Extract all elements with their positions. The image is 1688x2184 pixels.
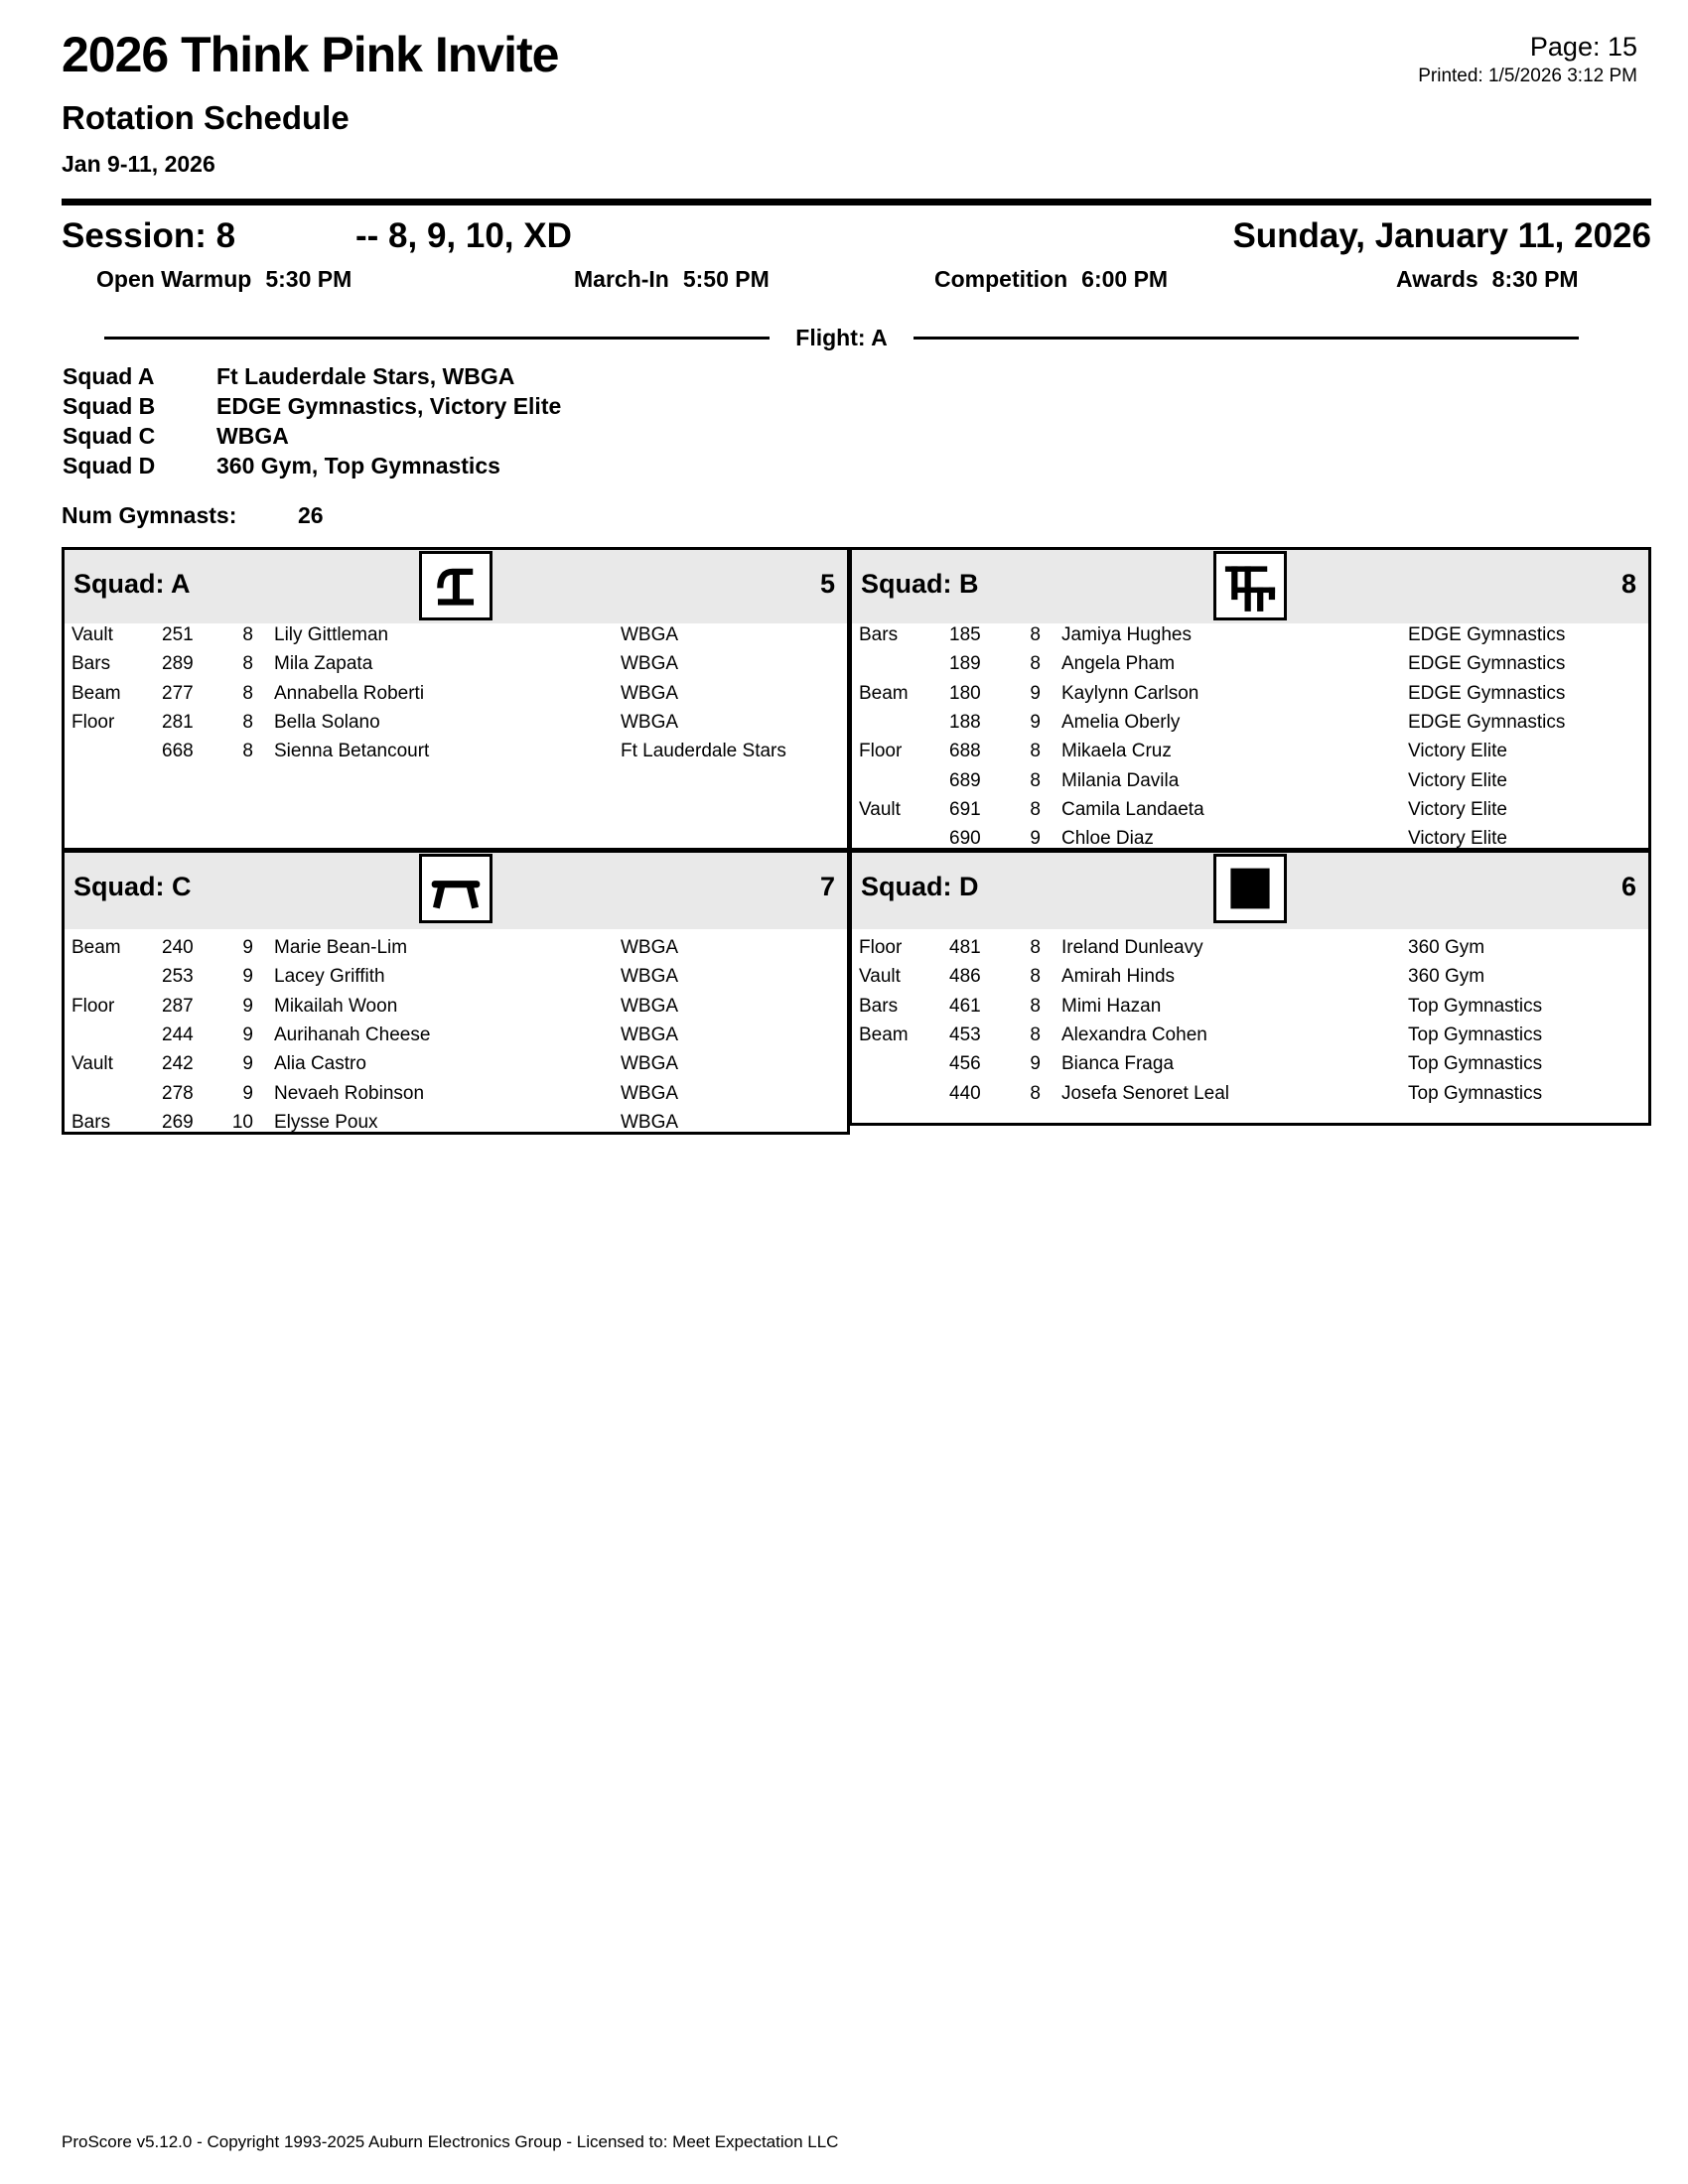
bars-icon	[1221, 558, 1279, 614]
row-gymnast-name: Annabella Roberti	[274, 682, 425, 704]
row-gymnast-name: Jamiya Hughes	[1061, 624, 1192, 645]
row-level: 9	[1030, 828, 1041, 850]
row-club: EDGE Gymnastics	[1408, 624, 1566, 645]
row-number: 269	[162, 1111, 194, 1133]
row-club: WBGA	[621, 711, 679, 733]
time-label: Competition	[934, 266, 1068, 292]
row-event: Vault	[859, 966, 901, 988]
table-row	[68, 679, 844, 708]
row-level: 8	[1030, 995, 1041, 1017]
row-club: EDGE Gymnastics	[1408, 653, 1566, 675]
row-gymnast-name: Marie Bean-Lim	[274, 937, 408, 958]
row-level: 9	[242, 1024, 253, 1045]
row-level: 9	[242, 1082, 253, 1104]
squad-table-c	[62, 850, 850, 1135]
table-row	[68, 737, 844, 765]
squad-title: Squad: D	[861, 872, 979, 901]
row-event: Vault	[71, 1053, 113, 1075]
table-row	[855, 795, 1645, 824]
event-icon-box	[1213, 551, 1287, 620]
row-gymnast-name: Amelia Oberly	[1061, 711, 1181, 733]
row-level: 9	[242, 937, 253, 958]
row-number: 281	[162, 711, 194, 733]
row-number: 453	[949, 1024, 981, 1045]
row-gymnast-name: Angela Pham	[1061, 653, 1176, 675]
row-gymnast-name: Alia Castro	[274, 1053, 366, 1075]
table-row	[68, 1108, 844, 1137]
row-level: 8	[1030, 798, 1041, 820]
table-row	[855, 962, 1645, 991]
squad-count: 5	[819, 569, 835, 599]
row-number: 440	[949, 1082, 981, 1104]
row-club: 360 Gym	[1408, 966, 1485, 988]
time-value: 8:30 PM	[1491, 266, 1579, 292]
row-number: 461	[949, 995, 981, 1017]
row-level: 8	[1030, 1082, 1041, 1104]
num-gymnasts-label: Num Gymnasts:	[62, 502, 237, 528]
row-number: 277	[162, 682, 194, 704]
row-number: 251	[162, 624, 194, 645]
time-label: Awards	[1396, 266, 1478, 292]
floor-icon	[1221, 861, 1279, 916]
num-gymnasts-value: 26	[298, 502, 324, 528]
row-level: 8	[1030, 966, 1041, 988]
row-number: 689	[949, 769, 981, 791]
open-warmup-time	[96, 266, 352, 293]
row-event: Floor	[71, 995, 115, 1017]
row-number: 278	[162, 1082, 194, 1104]
time-label: Open Warmup	[96, 266, 252, 292]
squad-assignment-label: Squad C	[63, 423, 156, 449]
row-gymnast-name: Chloe Diaz	[1061, 828, 1154, 850]
row-club: WBGA	[621, 624, 679, 645]
row-level: 8	[242, 741, 253, 762]
squad-count: 8	[1620, 569, 1636, 599]
row-number: 690	[949, 828, 981, 850]
row-number: 188	[949, 711, 981, 733]
row-event: Vault	[71, 624, 113, 645]
table-row	[855, 933, 1645, 962]
row-club: Victory Elite	[1408, 798, 1507, 820]
session-times	[0, 266, 1688, 296]
row-club: Top Gymnastics	[1408, 1053, 1543, 1075]
row-level: 8	[1030, 1024, 1041, 1045]
row-level: 9	[1030, 1053, 1041, 1075]
table-row	[855, 1021, 1645, 1049]
row-event: Beam	[71, 937, 121, 958]
row-club: WBGA	[621, 966, 679, 988]
row-club: Top Gymnastics	[1408, 995, 1543, 1017]
squad-table-b	[849, 547, 1651, 851]
squad-assignment-row	[0, 363, 894, 393]
row-level: 8	[1030, 769, 1041, 791]
table-row	[855, 708, 1645, 737]
time-value: 6:00 PM	[1081, 266, 1169, 292]
squad-assignment-clubs: EDGE Gymnastics, Victory Elite	[216, 393, 562, 419]
meet-date-range: Jan 9-11, 2026	[62, 151, 215, 177]
row-event: Floor	[71, 711, 115, 733]
row-level: 9	[242, 995, 253, 1017]
awards-time	[1396, 266, 1579, 293]
row-event: Bars	[71, 1111, 111, 1133]
row-number: 244	[162, 1024, 194, 1045]
row-number: 668	[162, 741, 194, 762]
table-row	[68, 933, 844, 962]
row-gymnast-name: Mila Zapata	[274, 653, 373, 675]
row-event: Floor	[859, 741, 903, 762]
squad-a-roster	[68, 620, 844, 766]
table-row	[855, 992, 1645, 1021]
row-number: 189	[949, 653, 981, 675]
squad-a-header	[65, 550, 847, 623]
squad-assignment-label: Squad A	[63, 363, 155, 389]
row-gymnast-name: Ireland Dunleavy	[1061, 937, 1203, 958]
row-club: Ft Lauderdale Stars	[621, 741, 786, 762]
row-level: 9	[1030, 711, 1041, 733]
row-number: 240	[162, 937, 194, 958]
row-level: 8	[242, 653, 253, 675]
row-number: 456	[949, 1053, 981, 1075]
row-event: Vault	[859, 798, 901, 820]
page-title: 2026 Think Pink Invite	[62, 27, 559, 82]
row-level: 10	[231, 1111, 253, 1133]
squad-assignment-row	[0, 393, 894, 423]
row-level: 8	[242, 682, 253, 704]
row-level: 8	[1030, 624, 1041, 645]
table-row	[68, 1021, 844, 1049]
row-number: 688	[949, 741, 981, 762]
row-gymnast-name: Elysse Poux	[274, 1111, 378, 1133]
beam-icon	[427, 861, 485, 916]
row-number: 242	[162, 1053, 194, 1075]
header-divider	[62, 199, 1651, 205]
row-number: 180	[949, 682, 981, 704]
row-number: 289	[162, 653, 194, 675]
row-number: 486	[949, 966, 981, 988]
row-gymnast-name: Bianca Fraga	[1061, 1053, 1175, 1075]
row-gymnast-name: Mikailah Woon	[274, 995, 398, 1017]
row-level: 8	[1030, 741, 1041, 762]
table-row	[855, 1049, 1645, 1078]
row-club: WBGA	[621, 682, 679, 704]
flight-line-left	[104, 337, 770, 340]
table-row	[855, 1079, 1645, 1108]
row-number: 185	[949, 624, 981, 645]
table-row	[68, 1079, 844, 1108]
squad-b-roster	[855, 620, 1645, 854]
row-gymnast-name: Aurihanah Cheese	[274, 1024, 431, 1045]
squad-table-d	[849, 850, 1651, 1126]
row-gymnast-name: Mimi Hazan	[1061, 995, 1162, 1017]
row-event: Bars	[859, 624, 899, 645]
march-in-time	[574, 266, 770, 293]
row-gymnast-name: Camila Landaeta	[1061, 798, 1204, 820]
row-event: Bars	[71, 653, 111, 675]
row-club: EDGE Gymnastics	[1408, 682, 1566, 704]
row-gymnast-name: Sienna Betancourt	[274, 741, 430, 762]
row-gymnast-name: Lacey Griffith	[274, 966, 385, 988]
table-row	[855, 737, 1645, 765]
row-club: 360 Gym	[1408, 937, 1485, 958]
table-row	[68, 1049, 844, 1078]
row-club: WBGA	[621, 1082, 679, 1104]
row-club: WBGA	[621, 937, 679, 958]
row-number: 691	[949, 798, 981, 820]
row-event: Bars	[859, 995, 899, 1017]
row-gymnast-name: Bella Solano	[274, 711, 380, 733]
squad-title: Squad: A	[73, 569, 191, 599]
squad-assignment-label: Squad B	[63, 393, 156, 419]
row-club: Victory Elite	[1408, 741, 1507, 762]
squad-d-header	[852, 853, 1648, 929]
squad-count: 6	[1620, 872, 1636, 901]
squad-title: Squad: B	[861, 569, 979, 599]
squad-assignment-label: Squad D	[63, 453, 156, 478]
event-icon-box	[1213, 854, 1287, 923]
squad-title: Squad: C	[73, 872, 192, 901]
row-number: 481	[949, 937, 981, 958]
event-icon-box	[419, 854, 492, 923]
squad-b-header	[852, 550, 1648, 623]
squad-assignment-row	[0, 423, 894, 453]
vault-icon	[427, 558, 485, 614]
row-level: 8	[242, 624, 253, 645]
row-event: Floor	[859, 937, 903, 958]
table-row	[855, 649, 1645, 678]
table-row	[855, 620, 1645, 649]
row-club: Victory Elite	[1408, 828, 1507, 850]
row-club: Top Gymnastics	[1408, 1024, 1543, 1045]
footer-text: ProScore v5.12.0 - Copyright 1993-2025 Auburn Electronics Group - Licensed to: Meet Expectation LLC	[62, 2132, 839, 2151]
squad-c-roster	[68, 933, 844, 1137]
flight-label: Flight: A	[795, 324, 888, 350]
row-gymnast-name: Josefa Senoret Leal	[1061, 1082, 1230, 1104]
competition-time	[934, 266, 1168, 293]
time-value: 5:30 PM	[265, 266, 352, 292]
squad-table-a	[62, 547, 850, 851]
row-level: 8	[242, 711, 253, 733]
squad-assignment-clubs: WBGA	[216, 423, 289, 449]
table-row	[855, 679, 1645, 708]
page-number: Page: 15	[1529, 32, 1637, 62]
row-club: Victory Elite	[1408, 769, 1507, 791]
time-value: 5:50 PM	[682, 266, 770, 292]
row-club: Top Gymnastics	[1408, 1082, 1543, 1104]
row-club: EDGE Gymnastics	[1408, 711, 1566, 733]
session-date: Sunday, January 11, 2026	[1232, 216, 1651, 255]
row-level: 8	[1030, 937, 1041, 958]
squad-d-roster	[855, 933, 1645, 1108]
session-title: Session: 8	[62, 216, 236, 255]
row-level: 9	[1030, 682, 1041, 704]
flight-divider	[104, 324, 1579, 351]
flight-line-right	[914, 337, 1579, 340]
row-level: 9	[242, 1053, 253, 1075]
table-row	[855, 766, 1645, 795]
row-event: Beam	[859, 1024, 909, 1045]
row-event: Beam	[71, 682, 121, 704]
session-levels: -- 8, 9, 10, XD	[355, 216, 572, 255]
squad-assignments	[0, 363, 894, 482]
row-level: 8	[1030, 653, 1041, 675]
squad-c-header	[65, 853, 847, 929]
row-club: WBGA	[621, 995, 679, 1017]
row-level: 9	[242, 966, 253, 988]
row-event: Beam	[859, 682, 909, 704]
row-club: WBGA	[621, 1111, 679, 1133]
row-club: WBGA	[621, 1024, 679, 1045]
squad-assignment-clubs: 360 Gym, Top Gymnastics	[216, 453, 500, 478]
row-gymnast-name: Amirah Hinds	[1061, 966, 1176, 988]
row-number: 253	[162, 966, 194, 988]
squad-count: 7	[819, 872, 835, 901]
row-gymnast-name: Nevaeh Robinson	[274, 1082, 425, 1104]
squad-assignment-row	[0, 453, 894, 482]
squad-assignment-clubs: Ft Lauderdale Stars, WBGA	[216, 363, 515, 389]
row-gymnast-name: Mikaela Cruz	[1061, 741, 1172, 762]
printed-timestamp: Printed: 1/5/2026 3:12 PM	[1418, 66, 1637, 86]
row-gymnast-name: Kaylynn Carlson	[1061, 682, 1199, 704]
table-row	[68, 992, 844, 1021]
event-icon-box	[419, 551, 492, 620]
row-gymnast-name: Milania Davila	[1061, 769, 1180, 791]
row-gymnast-name: Lily Gittleman	[274, 624, 389, 645]
row-club: WBGA	[621, 653, 679, 675]
time-label: March-In	[574, 266, 669, 292]
table-row	[68, 962, 844, 991]
page-subtitle: Rotation Schedule	[62, 99, 350, 136]
table-row	[68, 620, 844, 649]
table-row	[68, 708, 844, 737]
row-number: 287	[162, 995, 194, 1017]
row-club: WBGA	[621, 1053, 679, 1075]
table-row	[68, 649, 844, 678]
row-gymnast-name: Alexandra Cohen	[1061, 1024, 1207, 1045]
